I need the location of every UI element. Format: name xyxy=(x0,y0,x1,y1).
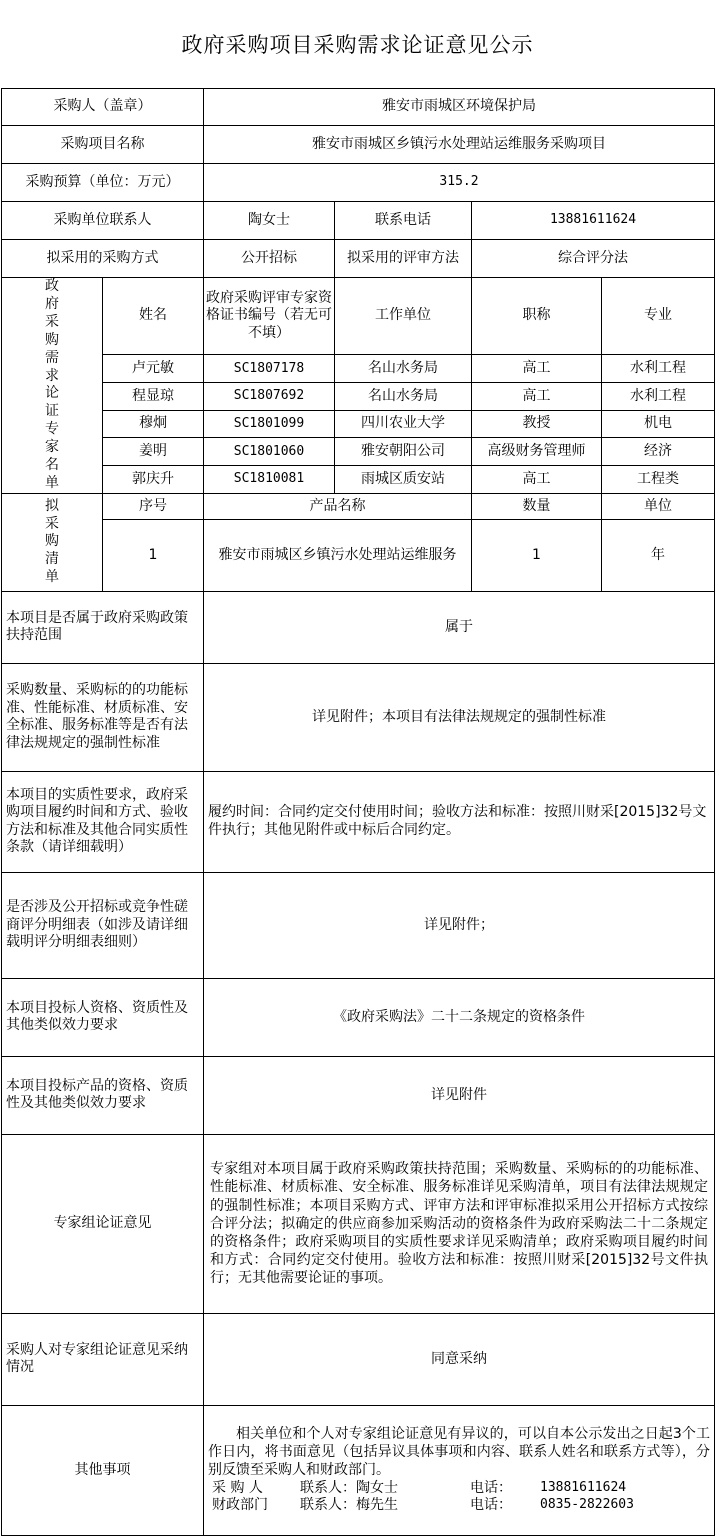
experts-group-label xyxy=(2,278,103,494)
list-header-qty: 数量 xyxy=(472,493,602,519)
expert-cert: SC1807178 xyxy=(204,355,335,383)
requirements-value: 履约时间：合同约定交付使用时间；验收方法和标准：按照川财采[2015]32号文件执行；其他见附件或中标后合同约定。 xyxy=(204,771,715,872)
expert-cert: SC1801099 xyxy=(204,410,335,438)
expert-name: 郭庆升 xyxy=(103,466,204,494)
requirements-label: 本项目的实质性要求，政府采购项目履约时间和方式、验收方法和标准及其他合同实质性条款（请详细载明） xyxy=(2,771,204,872)
expert-major: 工程类 xyxy=(602,466,715,494)
purchaser-value: 雅安市雨城区环境保护局 xyxy=(204,89,715,126)
expert-name: 卢元敏 xyxy=(103,355,204,383)
experts-header-name: 姓名 xyxy=(103,278,204,355)
contact-line xyxy=(208,1480,710,1498)
opinion-row xyxy=(2,1134,715,1313)
contact-label: 采购单位联系人 xyxy=(2,202,204,240)
standards-value: 详见附件；本项目有法律法规规定的强制性标准 xyxy=(204,663,715,771)
expert-title: 高级财务管理师 xyxy=(472,438,602,466)
expert-cert: SC1810081 xyxy=(204,466,335,494)
phone-value: 13881611624 xyxy=(472,202,715,240)
purchaser-label: 采购人（盖章） xyxy=(2,89,204,126)
other-content xyxy=(204,1405,715,1535)
expert-major: 水利工程 xyxy=(602,355,715,383)
list-item-no: 1 xyxy=(103,519,204,591)
experts-header-title: 职称 xyxy=(472,278,602,355)
bidder-qualification-row xyxy=(2,978,715,1056)
scoring-label: 是否涉及公开招标或竞争性磋商评分明细表（如涉及请详细载明评分明细表细则） xyxy=(2,872,204,978)
expert-major: 机电 xyxy=(602,410,715,438)
expert-title: 高工 xyxy=(472,383,602,411)
adoption-row xyxy=(2,1313,715,1405)
expert-major: 经济 xyxy=(602,438,715,466)
product-qualification-value: 详见附件 xyxy=(204,1056,715,1134)
contact-row xyxy=(2,202,715,240)
standards-label: 采购数量、采购标的的功能标准、性能标准、材质标准、安全标准、服务标准等是否有法律法规规定的强制性标准 xyxy=(2,663,204,771)
expert-title: 教授 xyxy=(472,410,602,438)
list-header-no: 序号 xyxy=(103,493,204,519)
form-table xyxy=(1,88,715,1536)
method-label: 拟采用的采购方式 xyxy=(2,240,204,278)
expert-name: 穆炯 xyxy=(103,410,204,438)
opinion-value: 专家组对本项目属于政府采购政策扶持范围；采购数量、采购标的的功能标准、性能标准、材质标准、安全标准、服务标准详见采购清单，项目有法律法规规定的强制性标准；本项目采购方式、评审方法和评审标准拟采用公开招标方式按综合评分法；拟确定的供应商参加采购活动的资格条件为政府采购法二十二条规定的资格条件；政府采购项目的实质性要求详见采购清单；政府采购项目履约时间和方式：合同约定交付使用。验收方法和标准：按照川财采[2015]32号文件执行；无其他需要论证的事项。 xyxy=(204,1134,715,1313)
policy-row xyxy=(2,591,715,663)
expert-row xyxy=(2,355,715,383)
standards-row xyxy=(2,663,715,771)
contact-tel-label: 电话： xyxy=(470,1497,512,1514)
list-group-label xyxy=(2,493,103,591)
opinion-label: 专家组论证意见 xyxy=(2,1134,204,1313)
expert-row xyxy=(2,438,715,466)
scoring-row xyxy=(2,872,715,978)
contact-tel: 13881611624 xyxy=(540,1479,627,1495)
other-row xyxy=(2,1405,715,1535)
expert-cert: SC1801060 xyxy=(204,438,335,466)
contact-tel: 0835-2822603 xyxy=(540,1497,634,1513)
expert-unit: 雨城区质安站 xyxy=(335,466,472,494)
contact-person: 联系人：陶女士 xyxy=(300,1479,398,1496)
expert-cert: SC1807692 xyxy=(204,383,335,411)
contact-value: 陶女士 xyxy=(204,202,335,240)
requirements-row xyxy=(2,771,715,872)
list-header-product: 产品名称 xyxy=(204,493,472,519)
page-title: 政府采购项目采购需求论证意见公示 xyxy=(181,33,534,57)
contact-person: 联系人：梅先生 xyxy=(300,1497,398,1514)
contact-tel-label: 电话： xyxy=(470,1479,512,1496)
list-item-row xyxy=(2,519,715,591)
project-name-value: 雅安市雨城区乡镇污水处理站运维服务采购项目 xyxy=(204,126,715,164)
expert-name: 程显琼 xyxy=(103,383,204,411)
bidder-qualification-label: 本项目投标人资格、资质性及其他类似效力要求 xyxy=(2,978,204,1056)
experts-header-major: 专业 xyxy=(602,278,715,355)
contact-line xyxy=(208,1497,710,1515)
purchaser-row xyxy=(2,89,715,126)
expert-row xyxy=(2,383,715,411)
experts-header-cert: 政府采购评审专家资格证书编号（若无可不填） xyxy=(204,278,335,355)
experts-group-label-text: 政府采购需求论证专家名单 xyxy=(44,278,59,491)
expert-unit: 名山水务局 xyxy=(335,355,472,383)
list-item-qty: 1 xyxy=(472,519,602,591)
expert-row xyxy=(2,466,715,494)
budget-row xyxy=(2,164,715,202)
expert-title: 高工 xyxy=(472,466,602,494)
policy-value: 属于 xyxy=(204,591,715,663)
phone-label: 联系电话 xyxy=(335,202,472,240)
experts-header-row xyxy=(2,278,715,355)
adoption-value: 同意采纳 xyxy=(204,1313,715,1405)
list-item-unit: 年 xyxy=(602,519,715,591)
product-qualification-row xyxy=(2,1056,715,1134)
budget-value: 315.2 xyxy=(204,164,715,202)
expert-unit: 四川农业大学 xyxy=(335,410,472,438)
project-name-label: 采购项目名称 xyxy=(2,126,204,164)
experts-header-unit: 工作单位 xyxy=(335,278,472,355)
expert-major: 水利工程 xyxy=(602,383,715,411)
contact-org: 财政部门 xyxy=(212,1497,268,1514)
contact-org: 采 购 人 xyxy=(212,1479,263,1496)
expert-title: 高工 xyxy=(472,355,602,383)
policy-label: 本项目是否属于政府采购政策扶持范围 xyxy=(2,591,204,663)
method-value: 公开招标 xyxy=(204,240,335,278)
list-header-row xyxy=(2,493,715,519)
list-item-product: 雅安市雨城区乡镇污水处理站运维服务 xyxy=(204,519,472,591)
project-name-row xyxy=(2,126,715,164)
scoring-value: 详见附件； xyxy=(204,872,715,978)
expert-name: 姜明 xyxy=(103,438,204,466)
budget-label: 采购预算（单位：万元） xyxy=(2,164,204,202)
adoption-label: 采购人对专家组论证意见采纳情况 xyxy=(2,1313,204,1405)
other-text: 相关单位和个人对专家组论证意见有异议的，可以自本公示发出之日起3个工作日内，将书面意见（包括异议具体事项和内容、联系人姓名和联系方式等），分别反馈至采购人和财政部门。 xyxy=(208,1426,710,1478)
list-group-label-text: 拟采购清单 xyxy=(44,497,59,586)
bidder-qualification-value: 《政府采购法》二十二条规定的资格条件 xyxy=(204,978,715,1056)
list-header-unit: 单位 xyxy=(602,493,715,519)
other-label: 其他事项 xyxy=(2,1405,204,1535)
product-qualification-label: 本项目投标产品的资格、资质性及其他类似效力要求 xyxy=(2,1056,204,1134)
review-value: 综合评分法 xyxy=(472,240,715,278)
review-label: 拟采用的评审方法 xyxy=(335,240,472,278)
expert-unit: 名山水务局 xyxy=(335,383,472,411)
expert-row xyxy=(2,410,715,438)
method-row xyxy=(2,240,715,278)
expert-unit: 雅安朝阳公司 xyxy=(335,438,472,466)
